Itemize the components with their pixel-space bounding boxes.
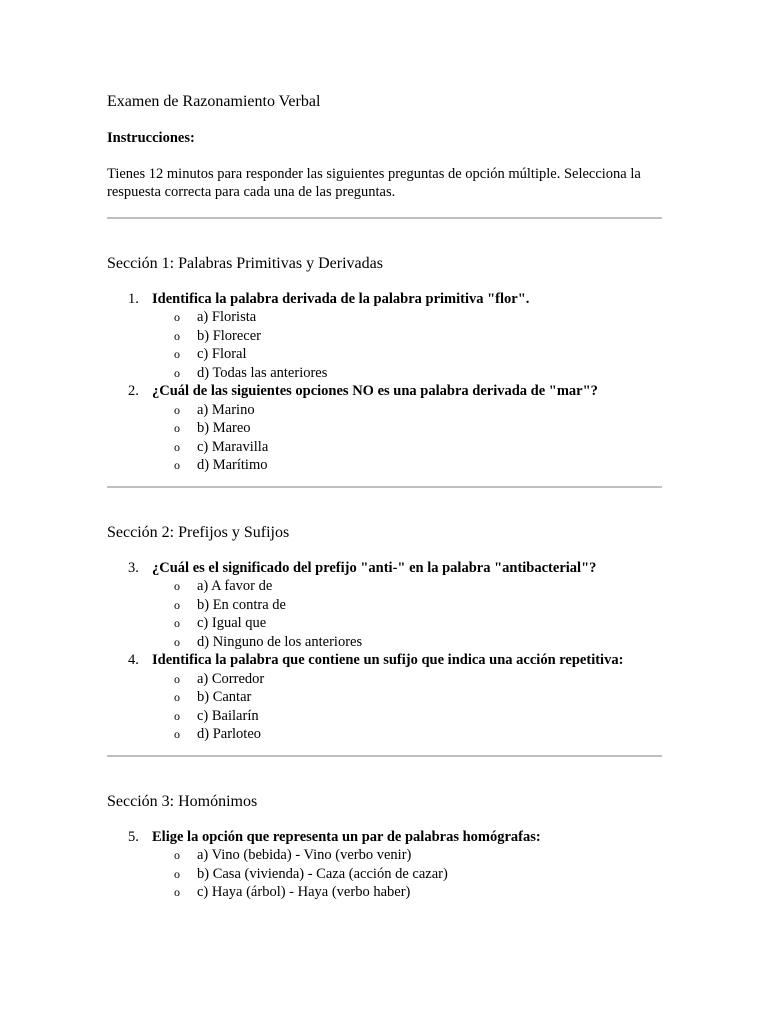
option-text: d) Todas las anteriores <box>197 364 328 381</box>
bullet-icon: o <box>174 848 180 862</box>
question-text: ¿Cuál de las siguientes opciones NO es una palabra derivada de "mar"? <box>152 383 598 399</box>
document-content <box>107 92 662 902</box>
question-text: Identifica la palabra derivada de la palabra primitiva "flor". <box>152 290 530 307</box>
option-text: b) Casa (vivienda) - Caza (acción de cazar) <box>197 865 448 882</box>
option-text: d) Ninguno de los anteriores <box>197 633 363 650</box>
option-item <box>107 456 662 475</box>
option-text: c) Maravilla <box>197 438 269 455</box>
bullet-icon: o <box>174 885 180 899</box>
section-2 <box>107 523 662 744</box>
option-item <box>107 364 662 383</box>
option-text: b) Florecer <box>197 327 262 344</box>
bullet-icon: o <box>174 365 180 380</box>
option-item <box>107 577 662 596</box>
option-list <box>107 670 662 744</box>
question-list <box>107 559 662 744</box>
option-item <box>107 633 662 652</box>
question-number: 1. <box>128 290 139 307</box>
question-number: 2. <box>128 383 139 399</box>
bullet-icon: o <box>174 347 180 361</box>
section-divider <box>107 755 662 757</box>
question-5 <box>107 828 662 902</box>
bullet-icon: o <box>174 671 180 686</box>
option-text: a) Corredor <box>197 670 265 687</box>
option-text: a) Florista <box>197 309 257 325</box>
section-title: Sección 2: Prefijos y Sufijos <box>107 523 290 541</box>
option-item <box>107 401 662 420</box>
instructions-label: Instrucciones: <box>107 130 195 146</box>
option-item <box>107 419 662 438</box>
bullet-icon: o <box>174 328 180 343</box>
option-text: b) Cantar <box>197 689 252 705</box>
question-text: ¿Cuál es el significado del prefijo "anti-" en la palabra "antibacterial"? <box>152 559 597 576</box>
section-3 <box>107 792 662 902</box>
section-1 <box>107 254 662 475</box>
question-number: 4. <box>128 652 139 668</box>
bullet-icon: o <box>174 439 180 454</box>
option-item <box>107 438 662 457</box>
question-1 <box>107 290 662 383</box>
option-text: b) Mareo <box>197 420 251 436</box>
option-item <box>107 614 662 633</box>
option-text: d) Parloteo <box>197 726 262 742</box>
section-title: Sección 3: Homónimos <box>107 792 258 810</box>
question-list <box>107 828 662 902</box>
option-item <box>107 846 662 865</box>
bullet-icon: o <box>174 634 180 649</box>
bullet-icon: o <box>174 597 180 612</box>
question-number: 3. <box>128 559 139 576</box>
section-title: Sección 1: Palabras Primitivas y Derivadas <box>107 254 383 272</box>
option-text: d) Marítimo <box>197 457 268 473</box>
bullet-icon: o <box>174 310 180 324</box>
option-list <box>107 577 662 651</box>
option-text: c) Floral <box>197 346 247 362</box>
bullet-icon: o <box>174 402 180 417</box>
option-item <box>107 707 662 726</box>
option-item <box>107 865 662 884</box>
option-list <box>107 401 662 475</box>
option-text: c) Haya (árbol) - Haya (verbo haber) <box>197 884 411 900</box>
section-divider <box>107 217 662 219</box>
bullet-icon: o <box>174 727 180 741</box>
question-3 <box>107 559 662 652</box>
question-text: Elige la opción que representa un par de palabras homógrafas: <box>152 828 541 845</box>
option-item <box>107 308 662 327</box>
option-list <box>107 308 662 382</box>
document-title: Examen de Razonamiento Verbal <box>107 93 321 110</box>
question-text: Identifica la palabra que contiene un sufijo que indica una acción repetitiva: <box>152 652 624 668</box>
option-item <box>107 345 662 364</box>
option-text: c) Igual que <box>197 615 267 631</box>
option-text: c) Bailarín <box>197 707 259 724</box>
section-divider <box>107 486 662 488</box>
question-number: 5. <box>128 828 139 845</box>
option-text: b) En contra de <box>197 596 286 613</box>
option-text: a) Vino (bebida) - Vino (verbo venir) <box>197 847 412 863</box>
bullet-icon: o <box>174 690 180 704</box>
question-2 <box>107 382 662 475</box>
option-text: a) A favor de <box>197 578 273 594</box>
option-item <box>107 670 662 689</box>
instructions-text: Tienes 12 minutos para responder las siguientes preguntas de opción múltiple. Selecciona la respuesta correcta para cada una de las preguntas. <box>107 165 641 200</box>
bullet-icon: o <box>174 458 180 472</box>
option-text: a) Marino <box>197 401 255 418</box>
option-item <box>107 596 662 615</box>
option-item <box>107 883 662 902</box>
option-item <box>107 327 662 346</box>
bullet-icon: o <box>174 579 180 593</box>
option-item <box>107 725 662 744</box>
option-list <box>107 846 662 902</box>
bullet-icon: o <box>174 421 180 435</box>
bullet-icon: o <box>174 616 180 630</box>
question-4 <box>107 651 662 744</box>
option-item <box>107 688 662 707</box>
question-list <box>107 290 662 475</box>
bullet-icon: o <box>174 866 180 881</box>
bullet-icon: o <box>174 708 180 723</box>
